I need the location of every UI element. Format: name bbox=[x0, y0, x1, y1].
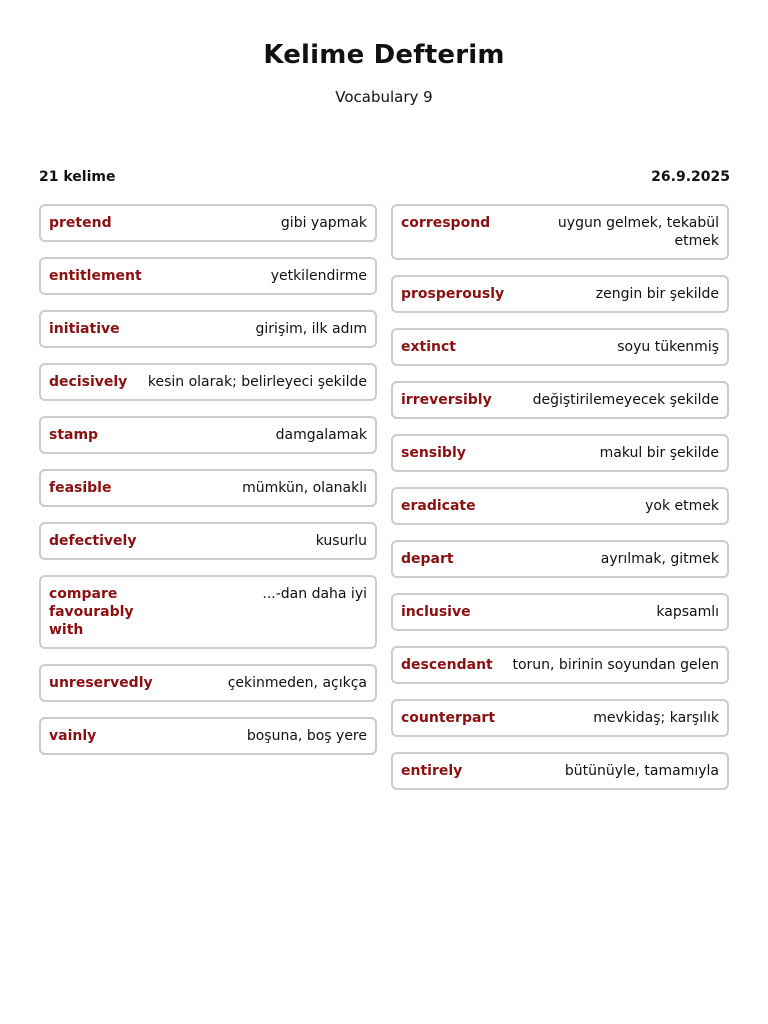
vocab-term: counterpart bbox=[401, 710, 496, 726]
vocab-card bbox=[391, 752, 729, 790]
vocab-meaning: girişim, ilk adım bbox=[255, 321, 367, 337]
vocab-meaning: bütünüyle, tamamıyla bbox=[564, 763, 719, 779]
vocab-term: prosperously bbox=[401, 286, 505, 302]
vocab-card bbox=[39, 664, 377, 702]
vocab-meaning: torun, birinin soyundan gelen bbox=[512, 657, 719, 673]
vocab-meaning: kusurlu bbox=[315, 533, 367, 549]
vocab-term: entirely bbox=[401, 763, 463, 779]
vocab-term: unreservedly bbox=[49, 675, 153, 691]
page-subtitle: Vocabulary 9 bbox=[335, 88, 433, 106]
vocab-meaning: makul bir şekilde bbox=[599, 445, 719, 461]
vocab-card bbox=[391, 381, 729, 419]
vocab-card bbox=[391, 540, 729, 578]
vocab-term: entitlement bbox=[49, 268, 142, 284]
vocab-card bbox=[391, 434, 729, 472]
vocab-meaning: gibi yapmak bbox=[280, 215, 367, 231]
vocab-term: stamp bbox=[49, 427, 99, 443]
vocab-meaning: uygun gelmek, tekabül etmek bbox=[557, 215, 719, 249]
vocab-card bbox=[391, 204, 729, 260]
vocab-meaning: ayrılmak, gitmek bbox=[600, 551, 719, 567]
word-count: 21 kelime bbox=[39, 169, 116, 185]
vocab-card bbox=[39, 717, 377, 755]
right-column bbox=[391, 204, 729, 805]
vocab-card bbox=[39, 575, 377, 649]
vocab-card bbox=[391, 646, 729, 684]
date-label: 26.9.2025 bbox=[651, 169, 730, 185]
vocab-card bbox=[39, 204, 377, 242]
vocab-meaning: ...-dan daha iyi bbox=[262, 586, 367, 602]
vocab-meaning: damgalamak bbox=[275, 427, 367, 443]
vocab-term: eradicate bbox=[401, 498, 476, 514]
vocab-meaning: zengin bir şekilde bbox=[595, 286, 719, 302]
vocab-card bbox=[39, 257, 377, 295]
vocab-term: defectively bbox=[49, 533, 137, 549]
vocab-term: sensibly bbox=[401, 445, 466, 461]
vocab-meaning: boşuna, boş yere bbox=[246, 728, 367, 744]
vocab-card bbox=[391, 275, 729, 313]
vocab-term: feasible bbox=[49, 480, 112, 496]
vocab-meaning: çekinmeden, açıkça bbox=[227, 675, 367, 691]
vocab-card bbox=[391, 487, 729, 525]
vocab-meaning: soyu tükenmiş bbox=[617, 339, 719, 355]
vocab-term: extinct bbox=[401, 339, 456, 355]
vocab-term: pretend bbox=[49, 215, 112, 231]
vocab-meaning: yetkilendirme bbox=[270, 268, 367, 284]
vocab-card bbox=[391, 593, 729, 631]
vocab-meaning: kesin olarak; belirleyeci şekilde bbox=[147, 374, 367, 390]
vocab-card bbox=[39, 310, 377, 348]
vocab-card bbox=[391, 328, 729, 366]
vocab-meaning: değiştirilemeyecek şekilde bbox=[532, 392, 719, 408]
page-title: Kelime Defterim bbox=[263, 40, 505, 70]
vocab-term: initiative bbox=[49, 321, 120, 337]
vocab-meaning: mevkidaş; karşılık bbox=[593, 710, 719, 726]
vocab-card bbox=[39, 363, 377, 401]
vocab-term: depart bbox=[401, 551, 454, 567]
vocab-term: decisively bbox=[49, 374, 128, 390]
left-column bbox=[39, 204, 377, 770]
vocab-card bbox=[391, 699, 729, 737]
vocab-meaning: kapsamlı bbox=[656, 604, 719, 620]
vocab-term: descendant bbox=[401, 657, 493, 673]
vocab-card bbox=[39, 416, 377, 454]
vocab-meaning: mümkün, olanaklı bbox=[242, 480, 367, 496]
vocab-meaning: yok etmek bbox=[645, 498, 719, 514]
vocab-term: compare favourably with bbox=[49, 586, 134, 638]
vocab-term: irreversibly bbox=[401, 392, 492, 408]
vocab-term: vainly bbox=[49, 728, 97, 744]
vocab-term: inclusive bbox=[401, 604, 471, 620]
vocab-term: correspond bbox=[401, 215, 491, 231]
vocab-card bbox=[39, 469, 377, 507]
vocab-card bbox=[39, 522, 377, 560]
